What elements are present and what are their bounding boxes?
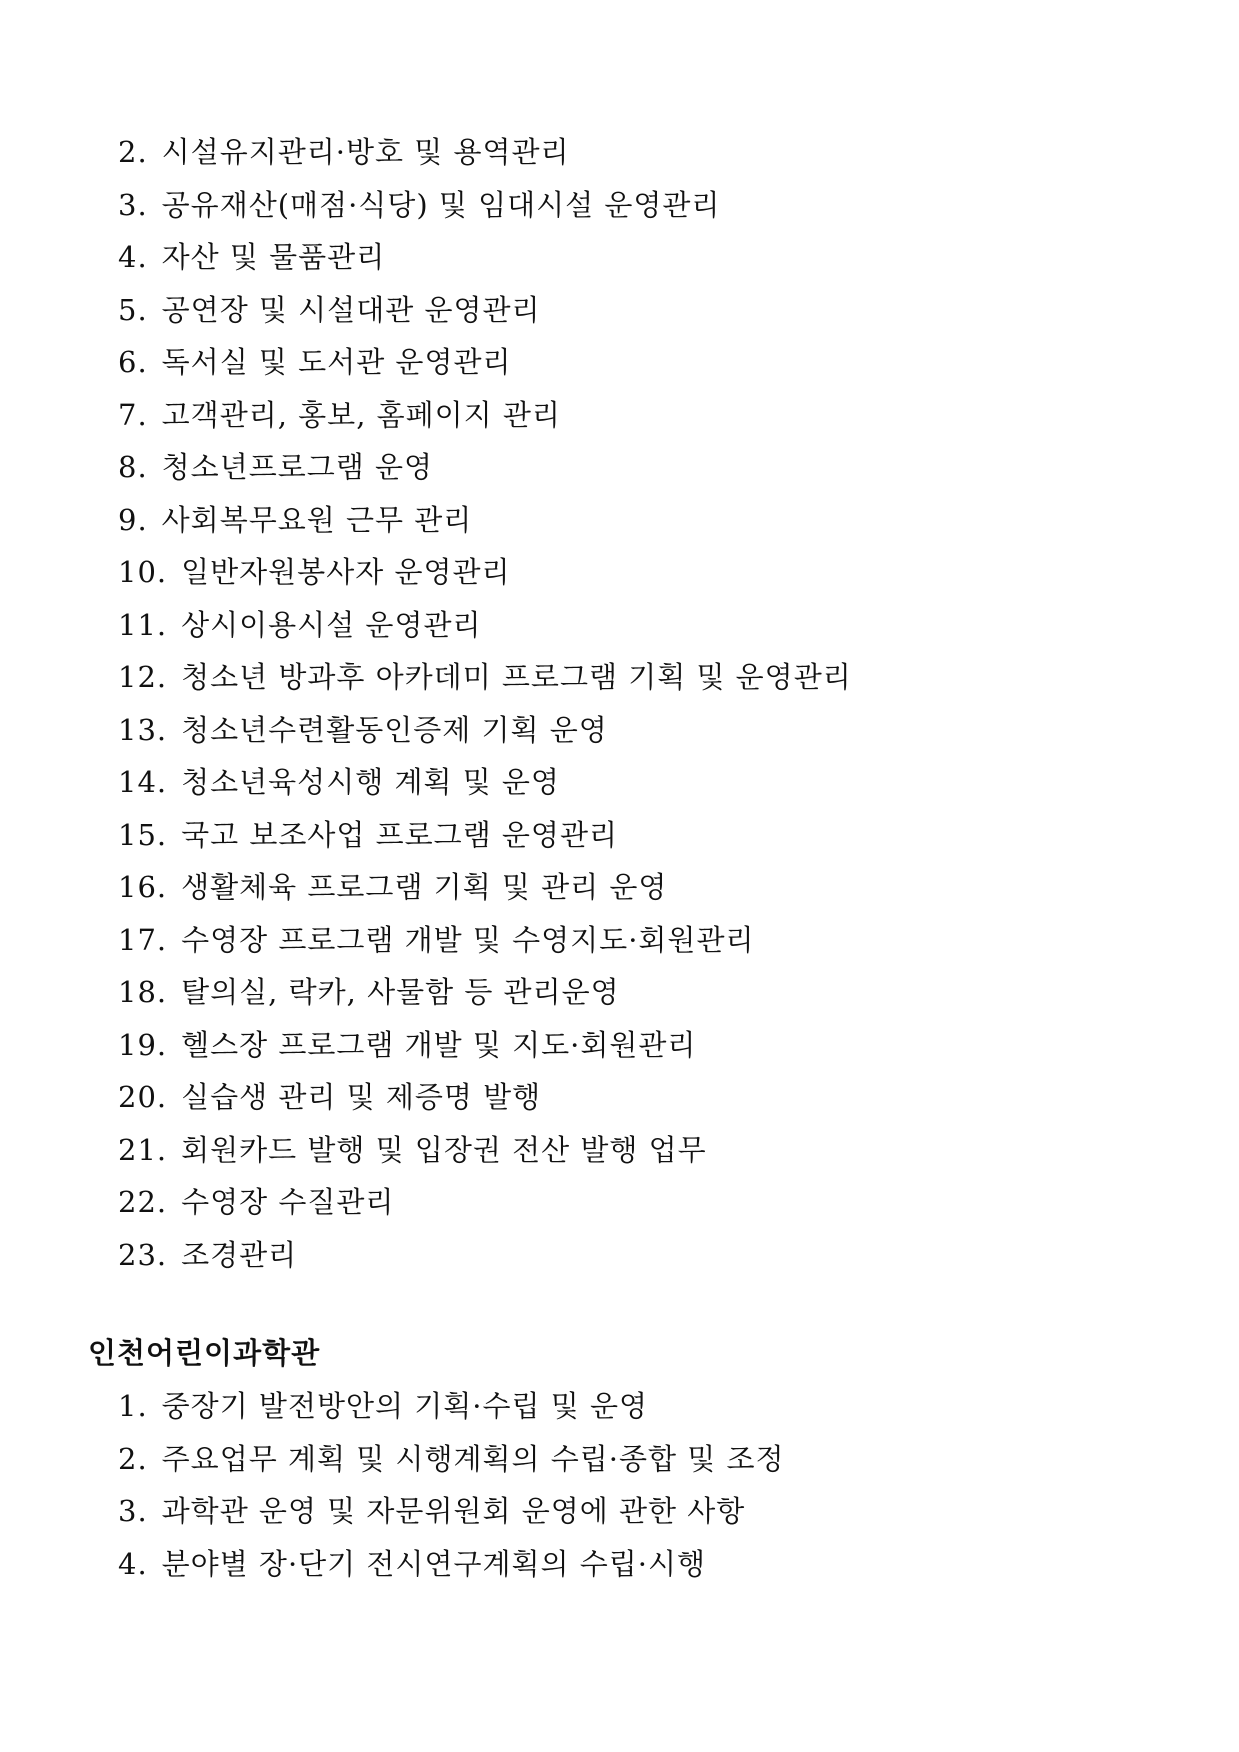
item-text: 청소년수련활동인증제 기획 운영 [181, 712, 608, 747]
item-number: 19. [118, 1027, 168, 1062]
item-text: 청소년육성시행 계획 및 운영 [181, 765, 560, 799]
item-text: 사회복무요원 근무 관리 [161, 502, 473, 537]
item-number: 17. [118, 922, 168, 957]
list-item [118, 1229, 852, 1282]
list-item [118, 861, 852, 914]
item-text: 회원카드 발행 및 입장권 전산 발행 업무 [181, 1132, 707, 1167]
list-item [118, 1485, 784, 1538]
list-item [118, 704, 852, 757]
item-number: 9. [118, 502, 148, 537]
item-text: 분야별 장·단기 전시연구계획의 수립·시행 [161, 1546, 707, 1581]
item-number: 1. [118, 1389, 148, 1423]
item-text: 주요업무 계획 및 시행계획의 수립·종합 및 조정 [161, 1441, 785, 1476]
list-item [118, 1538, 784, 1591]
item-text: 수영장 수질관리 [181, 1185, 395, 1219]
section-heading: 인천어린이과학관 [88, 1336, 321, 1370]
item-text: 조경관리 [181, 1237, 298, 1272]
list-item [118, 126, 852, 179]
item-text: 중장기 발전방안의 기획·수립 및 운영 [161, 1389, 648, 1423]
item-number: 8. [118, 450, 148, 484]
list-item [118, 651, 852, 704]
item-number: 16. [118, 870, 168, 904]
item-text: 고객관리, 홍보, 홈페이지 관리 [161, 397, 561, 432]
item-text: 상시이용시설 운영관리 [181, 607, 482, 642]
list-item [118, 756, 852, 809]
item-number: 2. [118, 135, 148, 169]
item-text: 과학관 운영 및 자문위원회 운영에 관한 사항 [161, 1494, 746, 1528]
list-item [118, 1071, 852, 1124]
item-text: 탈의실, 락카, 사물함 등 관리운영 [181, 975, 620, 1009]
item-number: 21. [118, 1132, 168, 1167]
item-number: 11. [118, 607, 168, 642]
item-text: 국고 보조사업 프로그램 운영관리 [181, 817, 618, 852]
item-number: 10. [118, 555, 168, 589]
list-item [118, 441, 852, 494]
item-number: 4. [118, 1546, 148, 1581]
item-text: 시설유지관리·방호 및 용역관리 [161, 135, 570, 169]
list-item [118, 914, 852, 967]
list-item [118, 284, 852, 337]
item-number: 14. [118, 765, 168, 799]
item-text: 실습생 관리 및 제증명 발행 [181, 1080, 542, 1114]
item-number: 3. [118, 187, 148, 222]
item-number: 13. [118, 712, 168, 747]
item-text: 일반자원봉사자 운영관리 [181, 555, 511, 589]
item-text: 공유재산(매점·식당) 및 임대시설 운영관리 [161, 187, 721, 222]
item-number: 4. [118, 240, 148, 274]
list-item [118, 546, 852, 599]
list-item [118, 336, 852, 389]
item-text: 생활체육 프로그램 기획 및 관리 운영 [181, 870, 668, 904]
list-item [118, 966, 852, 1019]
list-item [118, 179, 852, 232]
item-number: 2. [118, 1441, 148, 1476]
item-number: 6. [118, 345, 148, 379]
list-item [118, 1019, 852, 1072]
list-item [118, 1124, 852, 1177]
item-number: 22. [118, 1185, 168, 1219]
science-museum-duty-list [118, 1380, 784, 1590]
list-item [118, 389, 852, 442]
item-text: 독서실 및 도서관 운영관리 [161, 345, 512, 379]
item-number: 18. [118, 975, 168, 1009]
item-text: 자산 및 물품관리 [161, 240, 386, 274]
item-text: 청소년프로그램 운영 [161, 450, 434, 484]
list-item [118, 494, 852, 547]
list-item [118, 1176, 852, 1229]
item-text: 청소년 방과후 아카데미 프로그램 기획 및 운영관리 [181, 660, 852, 694]
list-item [118, 1433, 784, 1486]
item-text: 헬스장 프로그램 개발 및 지도·회원관리 [181, 1027, 697, 1062]
item-number: 3. [118, 1494, 148, 1528]
item-number: 5. [118, 292, 148, 327]
item-number: 23. [118, 1237, 168, 1272]
list-item [118, 599, 852, 652]
item-text: 공연장 및 시설대관 운영관리 [161, 292, 541, 327]
list-item [118, 809, 852, 862]
item-text: 수영장 프로그램 개발 및 수영지도·회원관리 [181, 922, 755, 957]
list-item [118, 1380, 784, 1433]
item-number: 7. [118, 397, 148, 432]
item-number: 15. [118, 817, 168, 852]
list-item [118, 231, 852, 284]
duty-list [118, 126, 852, 1281]
item-number: 12. [118, 660, 168, 694]
item-number: 20. [118, 1080, 168, 1114]
